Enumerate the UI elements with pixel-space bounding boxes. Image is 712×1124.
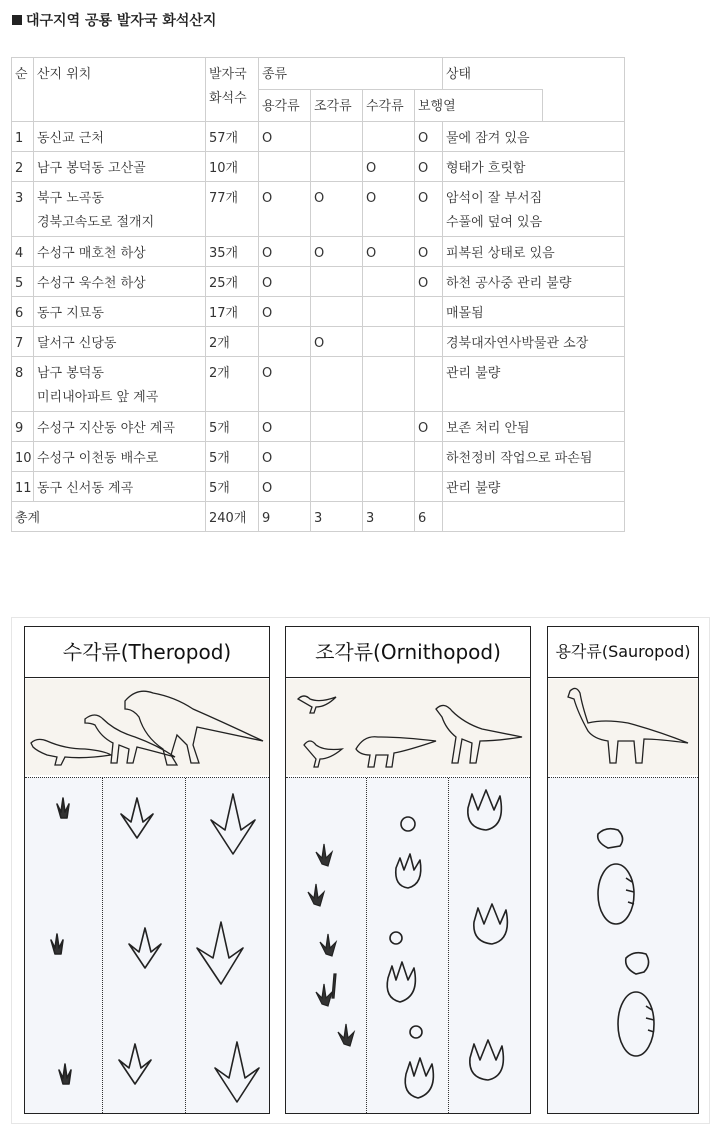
row-location xyxy=(34,267,206,297)
row-location xyxy=(34,357,206,412)
ornithopod-title: 조각류(Ornithopod) xyxy=(286,627,530,678)
row-kind-trackway xyxy=(415,357,443,412)
row-status-line1: 매몰됨 xyxy=(446,306,484,321)
row-location xyxy=(34,152,206,182)
row-kind-ornithopod xyxy=(311,472,363,502)
row-kind-sauropod xyxy=(259,152,311,182)
row-kind-ornithopod: O xyxy=(311,182,363,237)
header-no: 순 xyxy=(12,58,34,122)
row-kind-trackway: O xyxy=(415,412,443,442)
row-no: 8 xyxy=(12,357,34,412)
row-kind-sauropod xyxy=(259,327,311,357)
row-location xyxy=(34,327,206,357)
row-kind-theropod: O xyxy=(363,237,415,267)
row-location-line1: 수성구 이천동 배수로 xyxy=(37,451,159,466)
row-location-line1: 동구 신서동 계곡 xyxy=(37,481,134,496)
row-status-line1: 물에 잠겨 있음 xyxy=(446,131,530,146)
row-kind-ornithopod xyxy=(311,357,363,412)
row-kind-theropod xyxy=(363,122,415,152)
row-kind-sauropod: O xyxy=(259,182,311,237)
row-kind-trackway xyxy=(415,297,443,327)
row-status xyxy=(443,267,625,297)
row-kind-sauropod: O xyxy=(259,237,311,267)
row-location-line1: 남구 봉덕동 고산골 xyxy=(37,161,146,176)
header-count-line1: 발자국 xyxy=(209,67,247,82)
row-kind-sauropod: O xyxy=(259,442,311,472)
total-ornithopod: 3 xyxy=(311,502,363,532)
row-location-line2: 미리내아파트 앞 계곡 xyxy=(37,390,159,405)
row-kind-ornithopod xyxy=(311,152,363,182)
table-row xyxy=(12,412,625,442)
row-kind-theropod: O xyxy=(363,152,415,182)
row-status-line1: 경북대자연사박물관 소장 xyxy=(446,336,589,351)
table-total-row xyxy=(12,502,625,532)
header-kind-sauropod: 용각류 xyxy=(259,90,311,122)
theropod-illustration xyxy=(25,679,269,775)
sauropod-panel xyxy=(547,626,699,1114)
ornithopod-tracks xyxy=(286,777,530,1113)
row-location-line1: 달서구 신당동 xyxy=(37,336,117,351)
row-status-line1: 암석이 잘 부서짐 xyxy=(446,191,543,206)
header-kind-theropod: 수각류 xyxy=(363,90,415,122)
row-location-line1: 북구 노곡동 xyxy=(37,191,104,206)
row-no: 11 xyxy=(12,472,34,502)
dinosaur-track-figure xyxy=(11,617,710,1124)
row-status-line1: 하천 공사중 관리 불량 xyxy=(446,276,572,291)
row-kind-theropod: O xyxy=(363,182,415,237)
row-location xyxy=(34,442,206,472)
total-count: 240개 xyxy=(206,502,259,532)
row-kind-theropod xyxy=(363,412,415,442)
row-status xyxy=(443,237,625,267)
row-kind-theropod xyxy=(363,357,415,412)
table-row xyxy=(12,182,625,237)
row-status xyxy=(443,327,625,357)
row-kind-theropod xyxy=(363,267,415,297)
row-kind-ornithopod xyxy=(311,267,363,297)
row-kind-trackway: O xyxy=(415,152,443,182)
row-no: 3 xyxy=(12,182,34,237)
header-kind: 종류 xyxy=(259,58,443,90)
square-bullet-icon xyxy=(12,15,22,25)
row-kind-sauropod: O xyxy=(259,412,311,442)
row-kind-trackway xyxy=(415,327,443,357)
section-heading xyxy=(12,10,216,30)
row-kind-ornithopod xyxy=(311,297,363,327)
total-label: 총계 xyxy=(12,502,206,532)
row-no: 1 xyxy=(12,122,34,152)
table-row xyxy=(12,122,625,152)
row-status xyxy=(443,152,625,182)
header-kind-ornithopod: 조각류 xyxy=(311,90,363,122)
sauropod-tracks xyxy=(548,777,698,1113)
row-kind-trackway xyxy=(415,472,443,502)
header-location: 산지 위치 xyxy=(34,58,206,122)
row-status xyxy=(443,357,625,412)
row-status-line1: 보존 처리 안됨 xyxy=(446,421,530,436)
row-kind-theropod xyxy=(363,472,415,502)
row-count: 25개 xyxy=(206,267,259,297)
row-kind-ornithopod xyxy=(311,442,363,472)
row-count: 2개 xyxy=(206,327,259,357)
total-sauropod: 9 xyxy=(259,502,311,532)
row-location xyxy=(34,237,206,267)
row-location-line1: 남구 봉덕동 xyxy=(37,366,104,381)
row-kind-trackway: O xyxy=(415,237,443,267)
row-kind-theropod xyxy=(363,442,415,472)
row-count: 35개 xyxy=(206,237,259,267)
row-count: 77개 xyxy=(206,182,259,237)
table-row xyxy=(12,297,625,327)
row-location-line1: 수성구 매호천 하상 xyxy=(37,246,146,261)
row-status xyxy=(443,412,625,442)
ornithopod-panel xyxy=(285,626,531,1114)
theropod-title: 수각류(Theropod) xyxy=(25,627,269,678)
header-status-blank xyxy=(543,90,625,122)
row-kind-sauropod: O xyxy=(259,297,311,327)
row-status xyxy=(443,442,625,472)
row-location-line1: 수성구 욱수천 하상 xyxy=(37,276,146,291)
total-status xyxy=(443,502,625,532)
table-row xyxy=(12,267,625,297)
heading-text: 대구지역 공룡 발자국 화석산지 xyxy=(26,13,217,29)
row-status-line1: 관리 불량 xyxy=(446,481,501,496)
row-kind-trackway xyxy=(415,442,443,472)
row-no: 10 xyxy=(12,442,34,472)
row-kind-ornithopod xyxy=(311,412,363,442)
row-count: 57개 xyxy=(206,122,259,152)
row-kind-trackway: O xyxy=(415,182,443,237)
row-kind-sauropod: O xyxy=(259,267,311,297)
row-status-line1: 관리 불량 xyxy=(446,366,501,381)
row-count: 5개 xyxy=(206,442,259,472)
row-status-line1: 피복된 상태로 있음 xyxy=(446,246,555,261)
row-kind-trackway: O xyxy=(415,122,443,152)
table-row xyxy=(12,327,625,357)
row-status-line1: 형태가 흐릿함 xyxy=(446,161,526,176)
table-header-row xyxy=(12,58,625,90)
row-kind-sauropod: O xyxy=(259,122,311,152)
header-status: 상태 xyxy=(443,58,625,90)
row-no: 7 xyxy=(12,327,34,357)
row-kind-ornithopod: O xyxy=(311,327,363,357)
theropod-tracks xyxy=(25,777,269,1113)
row-location xyxy=(34,182,206,237)
total-trackway: 6 xyxy=(415,502,443,532)
row-location xyxy=(34,297,206,327)
row-no: 5 xyxy=(12,267,34,297)
header-count xyxy=(206,58,259,122)
row-location-line1: 동구 지묘동 xyxy=(37,306,104,321)
sauropod-title: 용각류(Sauropod) xyxy=(548,627,698,678)
row-status xyxy=(443,297,625,327)
header-kind-trackway: 보행열 xyxy=(415,90,543,122)
row-status xyxy=(443,182,625,237)
row-status-line2: 수풀에 덮여 있음 xyxy=(446,215,543,230)
row-location xyxy=(34,412,206,442)
table-row xyxy=(12,472,625,502)
row-no: 4 xyxy=(12,237,34,267)
table-row xyxy=(12,357,625,412)
header-count-line2: 화석수 xyxy=(209,91,247,106)
row-location xyxy=(34,472,206,502)
row-no: 6 xyxy=(12,297,34,327)
row-status xyxy=(443,472,625,502)
row-kind-ornithopod: O xyxy=(311,237,363,267)
row-kind-ornithopod xyxy=(311,122,363,152)
row-count: 17개 xyxy=(206,297,259,327)
row-count: 5개 xyxy=(206,412,259,442)
row-location-line1: 수성구 지산동 야산 계곡 xyxy=(37,421,175,436)
row-location-line1: 동신교 근처 xyxy=(37,131,104,146)
theropod-panel xyxy=(24,626,270,1114)
row-kind-trackway: O xyxy=(415,267,443,297)
table-row xyxy=(12,237,625,267)
table-row xyxy=(12,152,625,182)
row-status-line1: 하천정비 작업으로 파손됨 xyxy=(446,451,593,466)
ornithopod-illustration xyxy=(286,679,530,775)
row-kind-sauropod: O xyxy=(259,357,311,412)
row-kind-theropod xyxy=(363,327,415,357)
total-theropod: 3 xyxy=(363,502,415,532)
row-location xyxy=(34,122,206,152)
row-no: 2 xyxy=(12,152,34,182)
row-no: 9 xyxy=(12,412,34,442)
row-count: 2개 xyxy=(206,357,259,412)
row-location-line2: 경북고속도로 절개지 xyxy=(37,215,155,230)
row-count: 10개 xyxy=(206,152,259,182)
table-row xyxy=(12,442,625,472)
row-status xyxy=(443,122,625,152)
sauropod-illustration xyxy=(548,679,698,775)
row-kind-sauropod: O xyxy=(259,472,311,502)
row-count: 5개 xyxy=(206,472,259,502)
row-kind-theropod xyxy=(363,297,415,327)
fossil-site-table xyxy=(11,57,625,532)
